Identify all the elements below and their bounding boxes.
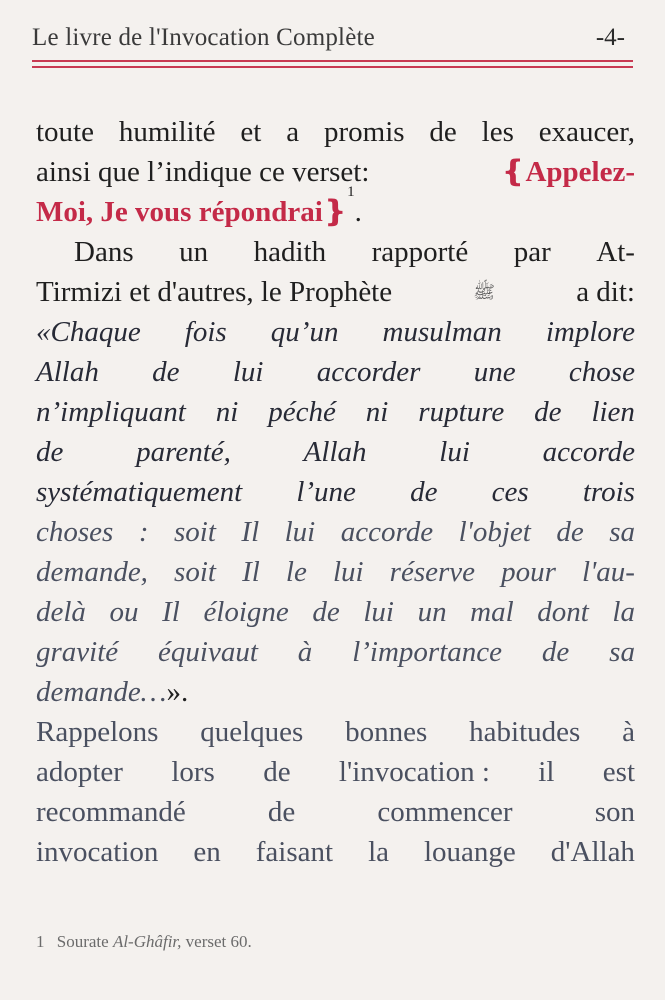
word: Il	[242, 556, 260, 588]
word: est	[602, 756, 635, 788]
word: de	[541, 636, 570, 668]
surah-name: Al-Ghâfir,	[112, 932, 182, 951]
text-span: .	[354, 196, 362, 228]
word: de	[152, 356, 180, 388]
hadith-line	[36, 312, 635, 352]
word: Il	[162, 596, 180, 628]
hadith-line	[36, 352, 635, 392]
footnote-suffix: verset 60.	[185, 932, 252, 951]
text-line	[36, 152, 635, 192]
word: ou	[109, 596, 139, 628]
word: en	[193, 836, 221, 868]
word: l'objet	[458, 516, 531, 548]
word: par	[513, 236, 551, 268]
word: lien	[591, 396, 635, 428]
text-span: a dit:	[576, 276, 635, 308]
hadith-line	[36, 472, 635, 512]
footnote-number: 1	[36, 932, 45, 951]
word: humilité	[118, 116, 216, 148]
word: sa	[609, 636, 635, 668]
word: l'invocation :	[338, 756, 490, 788]
word: rapporté	[371, 236, 469, 268]
text-line	[36, 752, 635, 792]
text-line	[36, 832, 635, 872]
word: lui	[232, 356, 264, 388]
word: équivaut	[158, 636, 258, 668]
word: accorde	[542, 436, 635, 468]
word: lui	[332, 556, 364, 588]
word: ni	[365, 396, 389, 428]
word: recommandé	[36, 796, 186, 828]
word: dont	[537, 596, 589, 628]
word: et	[240, 116, 262, 148]
footnote	[36, 932, 252, 952]
word: Rappelons	[36, 716, 159, 748]
header-rule-top	[32, 60, 633, 62]
word: de	[312, 596, 340, 628]
word: faisant	[255, 836, 334, 868]
word: l’une	[296, 476, 356, 508]
word: Allah	[303, 436, 367, 468]
word: promis	[323, 116, 405, 148]
text-line	[36, 792, 635, 832]
word: bonnes	[345, 716, 428, 748]
word: de	[556, 516, 584, 548]
hadith-line	[36, 432, 635, 472]
word: qu’un	[270, 316, 339, 348]
word: soit	[174, 516, 216, 548]
main-text	[36, 112, 635, 872]
word: de	[267, 796, 296, 828]
word: «Chaque	[36, 316, 141, 348]
word: hadith	[253, 236, 327, 268]
quran-verse: Moi, Je vous répondrai❵	[36, 196, 348, 228]
word: un	[417, 596, 447, 628]
word: de	[534, 396, 562, 428]
word: demande,	[36, 556, 148, 588]
word: rupture	[418, 396, 505, 428]
word: de	[410, 476, 438, 508]
word: louange	[423, 836, 516, 868]
word: à	[297, 636, 313, 668]
word: le	[285, 556, 307, 588]
hadith-end: demande…	[36, 676, 167, 708]
word: la	[612, 596, 635, 628]
word: un	[179, 236, 209, 268]
hadith-line	[36, 512, 635, 552]
word: chose	[568, 356, 635, 388]
word: invocation	[36, 836, 159, 868]
word: :	[138, 516, 149, 548]
word: Allah	[36, 356, 99, 388]
word: exaucer,	[538, 116, 635, 148]
footnote-prefix: Sourate	[56, 932, 109, 951]
word: soit	[174, 556, 216, 588]
word: mal	[470, 596, 514, 628]
quran-verse: ❴Appelez-	[501, 156, 635, 188]
salutation-symbol: ﷺ	[473, 282, 496, 302]
word: At-	[596, 236, 635, 268]
word: son	[594, 796, 635, 828]
word: d'Allah	[550, 836, 635, 868]
text-span: ».	[166, 676, 189, 708]
hadith-line	[36, 552, 635, 592]
word: lui	[284, 516, 316, 548]
word: adopter	[36, 756, 123, 788]
word: de	[263, 756, 291, 788]
word: ni	[215, 396, 239, 428]
word: lors	[171, 756, 215, 788]
word: habitudes	[469, 716, 581, 748]
text-line	[36, 232, 635, 272]
running-header	[32, 22, 625, 56]
word: parenté,	[136, 436, 231, 468]
word: accorder	[316, 356, 421, 388]
word: musulman	[382, 316, 502, 348]
word: quelques	[200, 716, 304, 748]
word: de	[429, 116, 457, 148]
page-number: -4-	[595, 24, 625, 51]
hadith-line	[36, 592, 635, 632]
word: commencer	[377, 796, 513, 828]
word: n’impliquant	[36, 396, 186, 428]
word: Il	[241, 516, 260, 548]
hadith-line	[36, 392, 635, 432]
text-line	[36, 672, 635, 712]
word: lui	[363, 596, 394, 628]
word: sa	[609, 516, 635, 548]
hadith-line	[36, 632, 635, 672]
text-line	[36, 112, 635, 152]
word: l'au-	[582, 556, 635, 588]
word: ces	[491, 476, 529, 508]
word: trois	[582, 476, 635, 508]
word: lui	[439, 436, 470, 468]
header-rule-bottom	[32, 66, 633, 68]
word: pour	[501, 556, 556, 588]
word: choses	[36, 516, 114, 548]
word: accorde	[340, 516, 434, 548]
word: péché	[268, 396, 336, 428]
text-line	[36, 184, 635, 232]
text-span: ainsi que l’indique ce verset:	[36, 156, 370, 188]
word: implore	[545, 316, 635, 348]
word: Dans	[74, 236, 134, 268]
word: de	[36, 436, 64, 468]
word: éloigne	[203, 596, 289, 628]
word: toute	[36, 116, 94, 148]
text-line	[36, 272, 635, 312]
word: à	[622, 716, 635, 748]
word: systématiquement	[36, 476, 243, 508]
word: une	[473, 356, 516, 388]
word: les	[481, 116, 514, 148]
word: fois	[184, 316, 227, 348]
word: gravité	[36, 636, 119, 668]
text-span: Tirmizi et d'autres, le Prophète	[36, 276, 393, 308]
word: réserve	[389, 556, 476, 588]
word: il	[538, 756, 555, 788]
word: a	[286, 116, 300, 148]
word: l’importance	[352, 636, 502, 668]
book-title: Le livre de l'Invocation Complète	[32, 24, 375, 51]
footnote-ref[interactable]: 1	[347, 184, 355, 200]
word: delà	[36, 596, 86, 628]
word: la	[368, 836, 389, 868]
text-line	[36, 712, 635, 752]
